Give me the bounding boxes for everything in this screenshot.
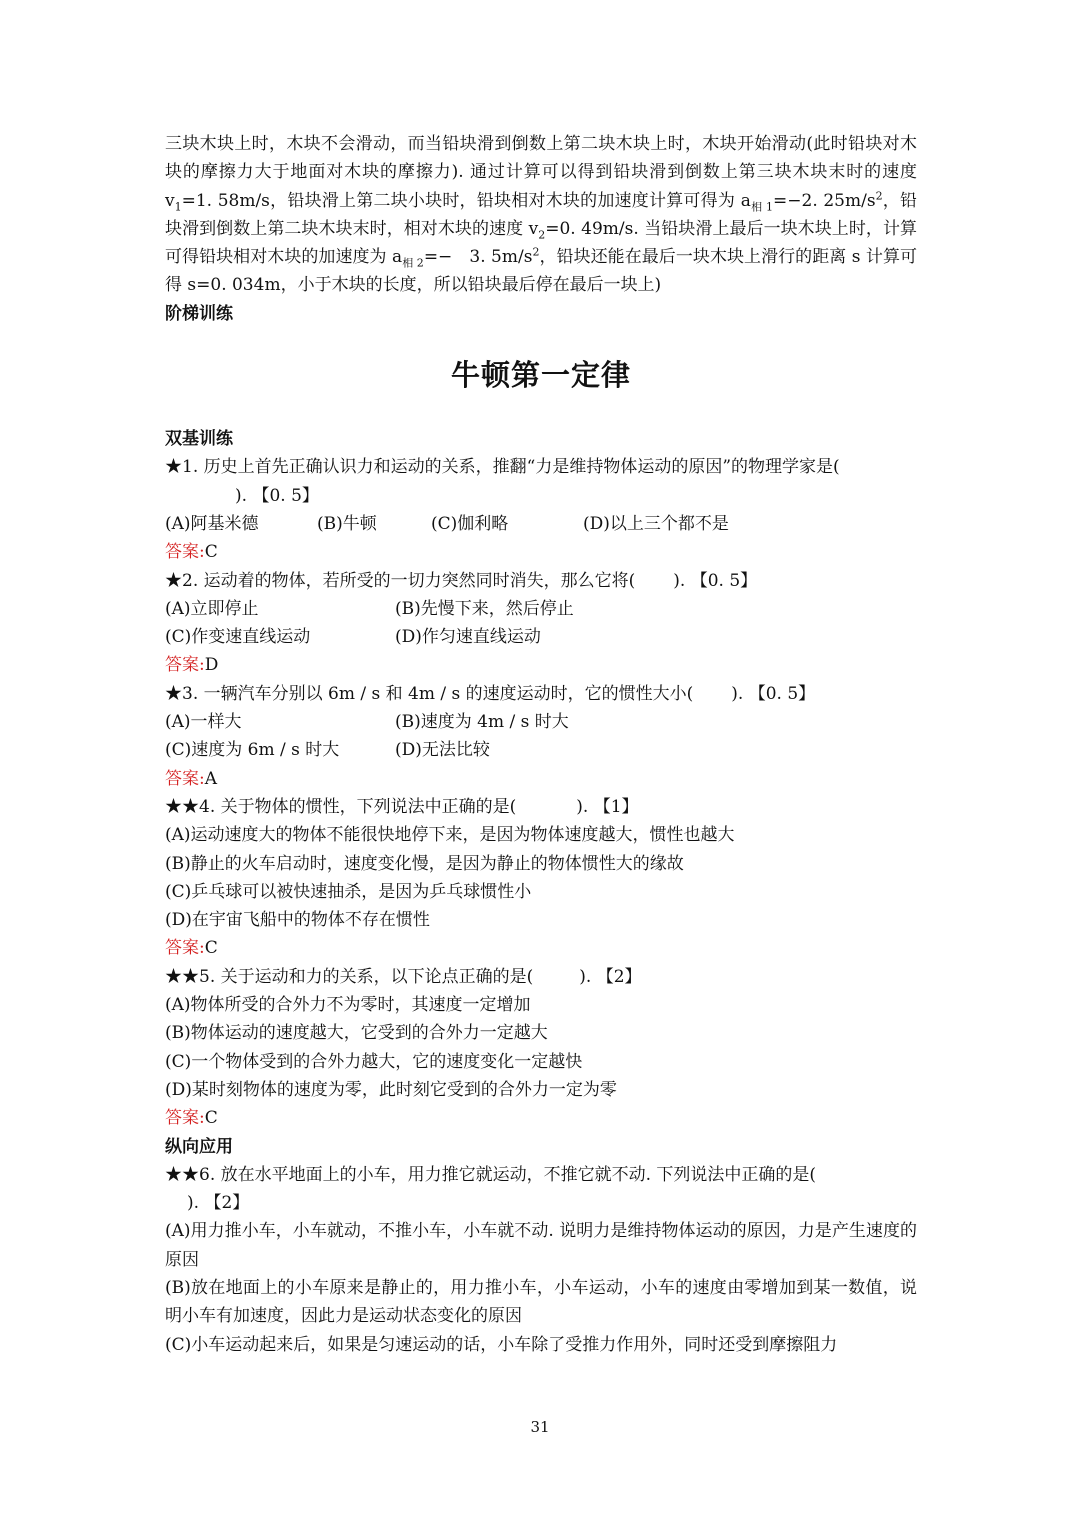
option-c: (C)速度为 6m / s 时大 <box>165 740 340 761</box>
option-b: (B)先慢下来，然后停止 <box>395 598 574 619</box>
answer <box>165 1104 917 1132</box>
options-row <box>165 736 917 764</box>
option-c: (C)乒乓球可以被快速抽杀，是因为乒乓球惯性小 <box>165 881 532 902</box>
question-stem: ★3. 一辆汽车分别以 6m / s 和 4m / s 的速度运动时，它的惯性大小( ). 【0. 5】 <box>165 683 816 704</box>
question-3 <box>165 680 917 793</box>
question-stem-cont: ). 【2】 <box>187 1193 250 1214</box>
option-a: (A)物体所受的合外力不为零时，其速度一定增加 <box>165 995 531 1016</box>
page-content <box>165 130 917 1359</box>
answer-value: C <box>204 542 218 563</box>
option-c: (C)小车运动起来后，如果是匀速运动的话，小车除了受推力作用外，同时还受到摩擦阻力 <box>165 1334 838 1355</box>
option-c: (C)伽利略 <box>431 513 509 534</box>
option-b: (B)静止的火车启动时，速度变化慢，是因为静止的物体惯性大的缘故 <box>165 853 684 874</box>
options-row <box>165 595 917 623</box>
intro-paragraph: 三块木块上时，木块不会滑动，而当铅块滑到倒数上第二块木块上时，木块开始滑动(此时铅块对木块的摩擦力大于地面对木块的摩擦力). 通过计算可以得到铅块滑到倒数上第三块木块末时的速度 $v_1=1$. 58m/s，铅块滑上第二块小块时，铅块相对木块的加速度计算可得为 $a_{相 1}=-2$. $25m/s^2$，铅块滑到倒数上第二块木块末时，相对木块的速度 $v_2=0$. 49m/s. 当铅块滑上最后一块木块上时，计算可得铅块相对木块的加速度为 $a_{相 2}=-$ 3. $5m/s^2$，铅块还能在最后一块木块上滑行的距离 s 计算可得 s=0. 034m，小于木块的长度，所以铅块最后停在最后一块上) <box>165 134 918 296</box>
question-stem: ★★4. 关于物体的惯性，下列说法中正确的是( ). 【1】 <box>165 796 639 817</box>
answer-value: C <box>204 1108 218 1129</box>
question-stem-cont: ). 【0. 5】 <box>235 485 319 506</box>
answer-label: 答案: <box>165 768 205 789</box>
option-a: (A)立即停止 <box>165 598 259 619</box>
option-a: (A)运动速度大的物体不能很快地停下来，是因为物体速度越大，惯性也越大 <box>165 825 735 846</box>
answer <box>165 934 917 962</box>
option-a: (A)用力推小车，小车就动，不推小车，小车就不动. 说明力是维持物体运动的原因，力是产生速度的原因 <box>165 1221 917 1270</box>
option-b: (B)牛顿 <box>317 513 377 534</box>
option-d: (D)无法比较 <box>395 740 490 761</box>
answer-label: 答案: <box>165 542 205 563</box>
option-d: (D)在宇宙飞船中的物体不存在惯性 <box>165 910 430 931</box>
page-number: 31 <box>530 1418 550 1436</box>
option-d: (D)某时刻物体的速度为零，此时刻它受到的合外力一定为零 <box>165 1079 617 1100</box>
question-stem: ★★5. 关于运动和力的关系，以下论点正确的是( ). 【2】 <box>165 966 642 987</box>
answer-label: 答案: <box>165 655 205 676</box>
question-stem: ★1. 历史上首先正确认识力和运动的关系，推翻“力是维持物体运动的原因”的物理学家是( <box>165 457 840 478</box>
options-row <box>165 623 917 651</box>
question-6 <box>165 1161 917 1359</box>
answer <box>165 538 917 566</box>
question-5 <box>165 963 917 1133</box>
option-d: (D)以上三个都不是 <box>583 513 729 534</box>
question-stem: ★2. 运动着的物体，若所受的一切力突然同时消失，那么它将( ). 【0. 5】 <box>165 570 758 591</box>
option-c: (C)一个物体受到的合外力越大，它的速度变化一定越快 <box>165 1051 583 1072</box>
question-2 <box>165 567 917 680</box>
option-d: (D)作匀速直线运动 <box>395 627 541 648</box>
question-4 <box>165 793 917 963</box>
answer <box>165 651 917 679</box>
answer <box>165 765 917 793</box>
section-ladder-training: 阶梯训练 <box>165 303 233 324</box>
answer-label: 答案: <box>165 1108 205 1129</box>
option-b: (B)速度为 4m / s 时大 <box>395 712 569 733</box>
answer-value: C <box>204 938 218 959</box>
question-1 <box>165 453 917 566</box>
option-a: (A)一样大 <box>165 712 242 733</box>
question-stem: ★★6. 放在水平地面上的小车，用力推它就运动，不推它就不动. 下列说法中正确的是( <box>165 1164 817 1185</box>
option-b: (B)物体运动的速度越大，它受到的合外力一定越大 <box>165 1023 548 1044</box>
option-a: (A)阿基米德 <box>165 513 259 534</box>
options-row <box>165 510 917 538</box>
option-b: (B)放在地面上的小车原来是静止的，用力推小车，小车运动，小车的速度由零增加到某一数值，说明小车有加速度，因此力是运动状态变化的原因 <box>165 1277 917 1327</box>
answer-label: 答案: <box>165 938 205 959</box>
section-vertical-application: 纵向应用 <box>165 1136 233 1157</box>
page-title: 牛顿第一定律 <box>450 358 631 393</box>
option-c: (C)作变速直线运动 <box>165 627 311 648</box>
options-row <box>165 708 917 736</box>
answer-value: D <box>204 655 219 676</box>
section-basic-training: 双基训练 <box>165 429 233 450</box>
answer-value: A <box>204 768 218 789</box>
